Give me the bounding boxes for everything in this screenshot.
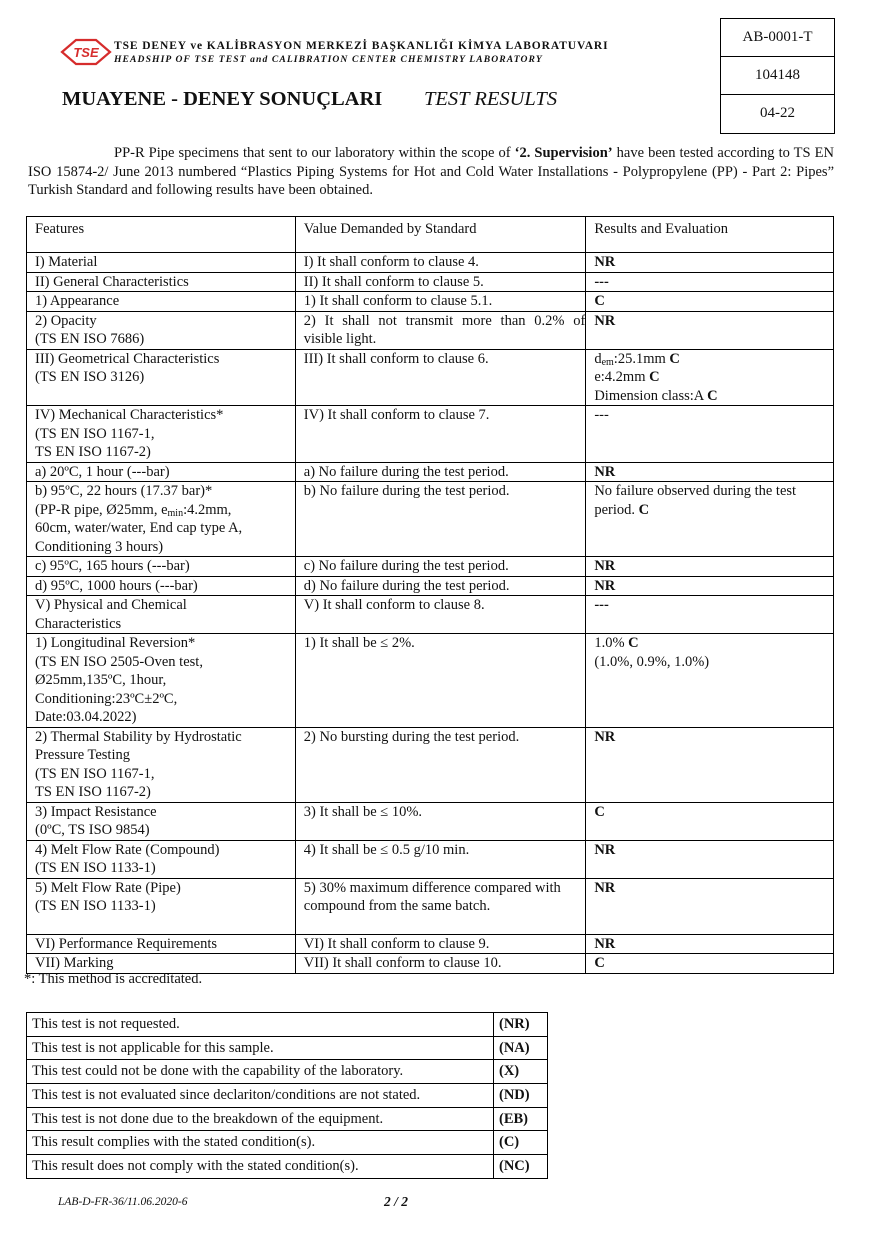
requirement-cell: VI) It shall conform to clause 9.: [295, 934, 586, 954]
table-row: [27, 253, 834, 273]
result-text: d: [594, 350, 602, 367]
table-row: [27, 292, 834, 312]
requirement-cell: 2) No bursting during the test period.: [295, 727, 586, 802]
result-line: [594, 387, 833, 406]
feature-cell: 1) Appearance: [27, 292, 296, 312]
legend-code: (ND): [494, 1084, 548, 1108]
result-line: [594, 368, 833, 387]
result-cell: [586, 634, 834, 728]
requirement-cell: V) It shall conform to clause 8.: [295, 596, 586, 634]
feature-text: :4.2mm, 60cm, water/water, End cap type A, Conditioning 3 hours): [35, 501, 243, 555]
feature-cell: 4) Melt Flow Rate (Compound) (TS EN ISO 1133-1): [27, 840, 296, 878]
result-cell: C: [586, 802, 834, 840]
legend-code: (NA): [494, 1036, 548, 1060]
legend-description: This result complies with the stated condition(s).: [27, 1131, 494, 1155]
feature-cell: 2) Thermal Stability by Hydrostatic Pressure Testing (TS EN ISO 1167-1, TS EN ISO 1167-2): [27, 727, 296, 802]
result-cell: ---: [586, 596, 834, 634]
requirement-cell: III) It shall conform to clause 6.: [295, 349, 586, 406]
legend-code: (EB): [494, 1107, 548, 1131]
legend-code: (NR): [494, 1013, 548, 1037]
result-cell: C: [586, 954, 834, 974]
result-text: :25.1mm: [613, 350, 670, 367]
feature-cell: a) 20ºC, 1 hour (---bar): [27, 462, 296, 482]
feature-cell: V) Physical and Chemical Characteristics: [27, 596, 296, 634]
table-row: [27, 634, 834, 728]
table-row: [27, 272, 834, 292]
result-cell: NR: [586, 878, 834, 934]
requirement-cell: 5) 30% maximum difference compared with compound from the same batch.: [295, 878, 586, 934]
result-cell: NR: [586, 557, 834, 577]
page-number: 2 / 2: [384, 1194, 409, 1209]
legend-row: [27, 1036, 548, 1060]
legend-code: (C): [494, 1131, 548, 1155]
feature-cell: I) Material: [27, 253, 296, 273]
requirement-cell: d) No failure during the test period.: [295, 576, 586, 596]
table-row: [27, 934, 834, 954]
legend-description: This test is not requested.: [27, 1013, 494, 1037]
table-row: [27, 802, 834, 840]
legend-description: This result does not comply with the stated condition(s).: [27, 1155, 494, 1179]
legend-code: (NC): [494, 1155, 548, 1179]
feature-text: b) 95ºC, 22 hours (17.37 bar)* (PP-R pipe, Ø25mm, e: [35, 483, 213, 518]
result-cell: ---: [586, 272, 834, 292]
result-cell: NR: [586, 727, 834, 802]
result-text: e:4.2mm: [594, 369, 650, 385]
legend-description: This test could not be done with the capability of the laboratory.: [27, 1060, 494, 1084]
table-row: [27, 462, 834, 482]
table-header-row: [27, 217, 834, 253]
result-detail: (1.0%, 0.9%, 1.0%): [594, 653, 710, 670]
column-header: Features: [27, 217, 296, 253]
document-code: AB-0001-T: [721, 19, 834, 57]
result-text: No failure observed during the test period.: [594, 483, 797, 518]
feature-cell: 3) Impact Resistance (0ºC, TS ISO 9854): [27, 802, 296, 840]
result-cell: C: [586, 292, 834, 312]
form-code: LAB-D-FR-36/11.06.2020-6: [58, 1196, 188, 1208]
requirement-cell: 1) It shall be ≤ 2%.: [295, 634, 586, 728]
result-line: [594, 350, 833, 369]
legend-row: [27, 1131, 548, 1155]
table-row: [27, 349, 834, 406]
feature-cell: 1) Longitudinal Reversion* (TS EN ISO 2505-Oven test, Ø25mm,135ºC, 1hour, Conditioning:23ºC±2ºC, Date:03.04.2022): [27, 634, 296, 728]
feature-cell: c) 95ºC, 165 hours (---bar): [27, 557, 296, 577]
result-code: C: [669, 350, 680, 367]
tse-logo-icon: [60, 38, 112, 66]
legend-code: (X): [494, 1060, 548, 1084]
legend-row: [27, 1107, 548, 1131]
feature-cell: VII) Marking: [27, 954, 296, 974]
accreditation-note: *: This method is accreditated.: [24, 971, 203, 987]
lab-name-tr: TSE DENEY ve KALİBRASYON MERKEZİ BAŞKANLIĞI KİMYA LABORATUVARI: [114, 40, 609, 52]
report-number: 104148: [721, 57, 834, 95]
legend-row: [27, 1060, 548, 1084]
requirement-cell: 1) It shall conform to clause 5.1.: [295, 292, 586, 312]
result-cell: NR: [586, 311, 834, 349]
requirement-cell: II) It shall conform to clause 5.: [295, 272, 586, 292]
result-cell: ---: [586, 406, 834, 463]
results-table: [26, 216, 834, 974]
legend-description: This test is not done due to the breakdown of the equipment.: [27, 1107, 494, 1131]
legend-description: This test is not applicable for this sample.: [27, 1036, 494, 1060]
legend-row: [27, 1155, 548, 1179]
requirement-cell: 2) It shall not transmit more than 0.2% of visible light.: [295, 311, 586, 349]
legend-table: [26, 1012, 548, 1179]
table-row: [27, 482, 834, 557]
requirement-cell: VII) It shall conform to clause 10.: [295, 954, 586, 974]
requirement-cell: 3) It shall be ≤ 10%.: [295, 802, 586, 840]
feature-cell: VI) Performance Requirements: [27, 934, 296, 954]
page-title-tr: MUAYENE - DENEY SONUÇLARI: [62, 88, 383, 110]
result-text: 1.0%: [594, 635, 629, 651]
requirement-cell: IV) It shall conform to clause 7.: [295, 406, 586, 463]
document-code-box: [720, 18, 835, 134]
table-row: [27, 406, 834, 463]
result-text: Dimension class:A: [594, 387, 708, 404]
table-row: [27, 311, 834, 349]
intro-before: PP-R Pipe specimens that sent to our laboratory within the scope of: [114, 145, 515, 161]
logo-text: TSE: [73, 45, 99, 60]
result-code: C: [707, 387, 718, 404]
result-subscript: em: [601, 356, 614, 368]
intro-scope: ‘2. Supervision’: [514, 145, 613, 161]
feature-subscript: min: [167, 507, 184, 519]
feature-cell: IV) Mechanical Characteristics* (TS EN ISO 1167-1, TS EN ISO 1167-2): [27, 406, 296, 463]
report-date: 04-22: [760, 105, 795, 121]
table-row: [27, 576, 834, 596]
table-row: [27, 557, 834, 577]
legend-row: [27, 1013, 548, 1037]
result-cell: NR: [586, 462, 834, 482]
intro-paragraph: [28, 144, 834, 200]
result-cell: NR: [586, 253, 834, 273]
feature-cell: 2) Opacity (TS EN ISO 7686): [27, 311, 296, 349]
requirement-cell: b) No failure during the test period.: [295, 482, 586, 557]
result-code: C: [638, 501, 650, 518]
feature-cell: III) Geometrical Characteristics (TS EN ISO 3126): [27, 349, 296, 406]
result-code: C: [628, 635, 639, 651]
table-row: [27, 878, 834, 934]
feature-cell: d) 95ºC, 1000 hours (---bar): [27, 576, 296, 596]
page-title-en: TEST RESULTS: [424, 88, 558, 110]
legend-row: [27, 1084, 548, 1108]
result-cell: NR: [586, 576, 834, 596]
feature-cell: 5) Melt Flow Rate (Pipe) (TS EN ISO 1133-1): [27, 878, 296, 934]
result-cell: [586, 349, 834, 406]
column-header: Results and Evaluation: [586, 217, 834, 253]
requirement-cell: 4) It shall be ≤ 0.5 g/10 min.: [295, 840, 586, 878]
result-cell: NR: [586, 840, 834, 878]
table-row: [27, 840, 834, 878]
result-cell: [586, 482, 834, 557]
feature-cell: II) General Characteristics: [27, 272, 296, 292]
column-header: Value Demanded by Standard: [295, 217, 586, 253]
result-code: C: [649, 369, 660, 385]
feature-cell: [27, 482, 296, 557]
intro-after: have been tested according to TS EN ISO 15874-2/ June 2013 numbered “Plastics Piping Systems for Hot and Cold Water Installations - Polypropylene (PP) - Part 2: Pipes” Turkish Standard and following results have been obtained.: [28, 145, 834, 198]
requirement-cell: c) No failure during the test period.: [295, 557, 586, 577]
table-row: [27, 727, 834, 802]
requirement-cell: a) No failure during the test period.: [295, 462, 586, 482]
requirement-cell: I) It shall conform to clause 4.: [295, 253, 586, 273]
result-cell: NR: [586, 934, 834, 954]
table-row: [27, 596, 834, 634]
legend-description: This test is not evaluated since declariton/conditions are not stated.: [27, 1084, 494, 1108]
lab-name-en: HEADSHIP OF TSE TEST and CALIBRATION CENTER CHEMISTRY LABORATORY: [114, 54, 543, 65]
